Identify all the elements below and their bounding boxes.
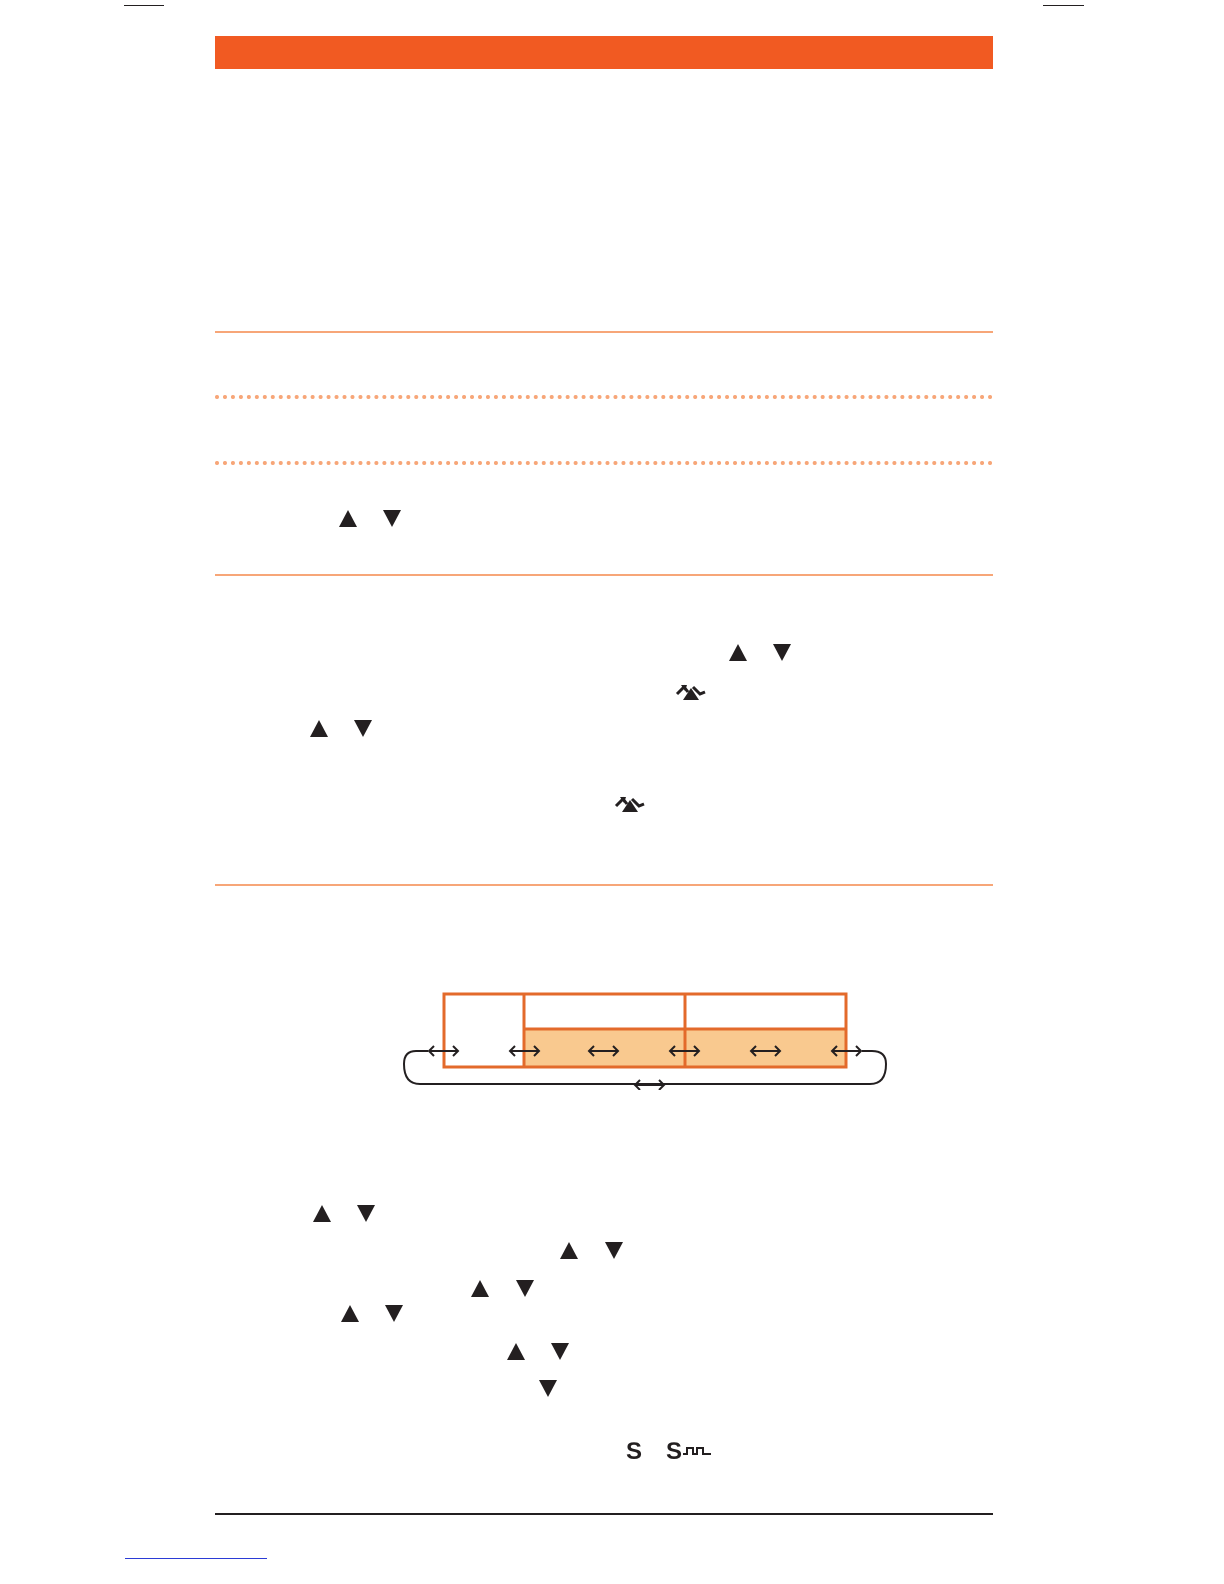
down-arrow-icon	[383, 510, 401, 527]
up-arrow-icon	[313, 1205, 331, 1222]
scan-arrows-icon	[614, 796, 646, 814]
up-arrow-icon	[310, 720, 328, 737]
dotted-divider-1	[215, 395, 993, 399]
down-arrow-icon	[385, 1305, 403, 1322]
down-arrow-icon	[605, 1242, 623, 1259]
up-arrow-icon	[507, 1343, 525, 1360]
up-arrow-icon	[341, 1305, 359, 1322]
s-pulse-symbol: S	[666, 1438, 683, 1465]
double-arrow-icon	[635, 1080, 664, 1090]
crop-mark-top-right	[1043, 5, 1084, 6]
crop-mark-top-left	[124, 5, 164, 6]
down-arrow-icon	[773, 644, 791, 661]
down-arrow-icon	[357, 1205, 375, 1222]
down-arrow-icon	[539, 1380, 557, 1397]
scan-arrows-icon	[675, 684, 707, 702]
section-divider-2	[215, 574, 993, 576]
up-arrow-icon	[729, 644, 747, 661]
down-arrow-icon	[354, 720, 372, 737]
down-arrow-icon	[516, 1280, 534, 1297]
pulse-wave-icon	[683, 1446, 711, 1458]
header-bar	[215, 36, 993, 69]
mode-cycle-diagram	[400, 990, 890, 1090]
s-symbol: S	[626, 1438, 643, 1465]
up-arrow-icon	[560, 1242, 578, 1259]
section-divider-3	[215, 884, 993, 886]
down-arrow-icon	[551, 1343, 569, 1360]
section-divider-1	[215, 331, 993, 333]
link-underline[interactable]	[125, 1558, 267, 1559]
footer-rule	[215, 1513, 993, 1515]
up-arrow-icon	[471, 1280, 489, 1297]
up-arrow-icon	[339, 510, 357, 527]
dotted-divider-2	[215, 461, 993, 465]
